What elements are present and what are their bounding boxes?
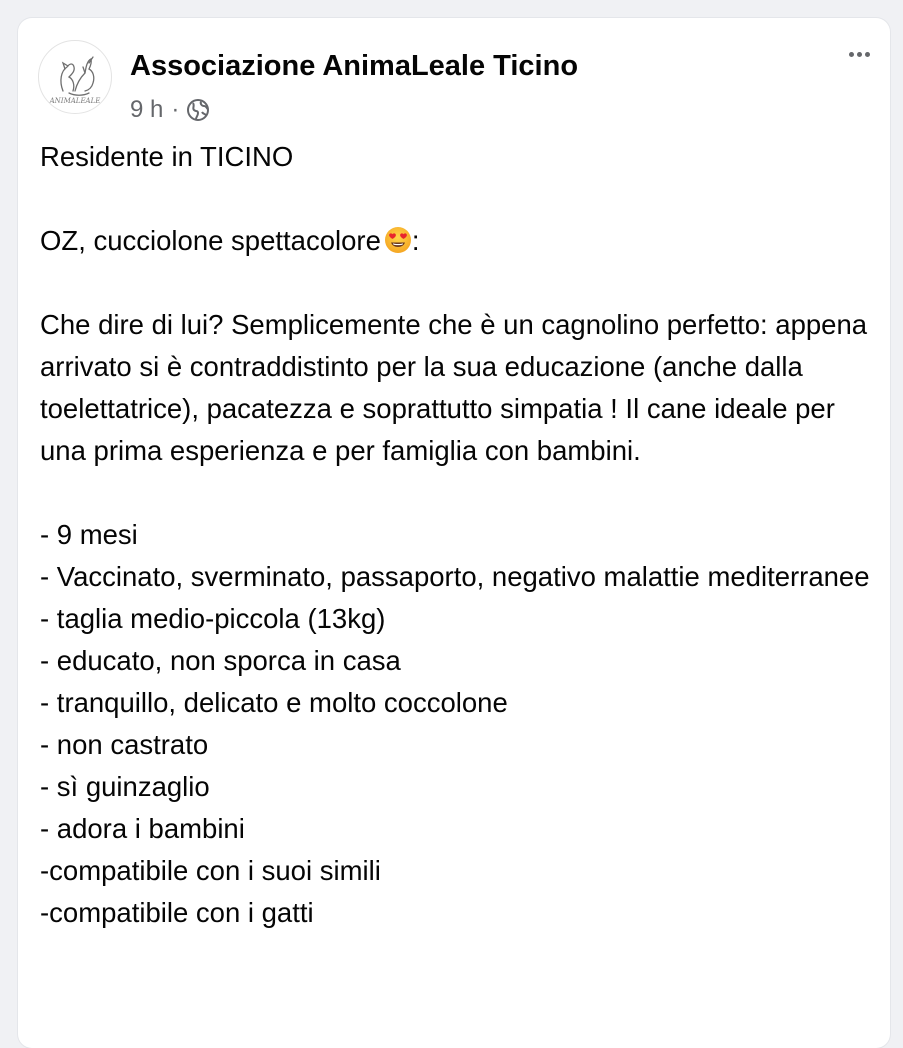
list-item: -compatibile con i gatti bbox=[40, 897, 314, 928]
list-item: - Vaccinato, sverminato, passaporto, negativo malattie mediterranee bbox=[40, 561, 870, 592]
blank-line bbox=[40, 262, 880, 304]
list-item: -compatibile con i suoi simili bbox=[40, 855, 381, 886]
more-dot bbox=[857, 52, 862, 57]
list-item: - taglia medio-piccola (13kg) bbox=[40, 603, 386, 634]
page-avatar[interactable] bbox=[38, 40, 112, 114]
list-item: - tranquillo, delicato e molto coccolone bbox=[40, 687, 508, 718]
post-line-intro bbox=[40, 220, 880, 262]
blank-line bbox=[40, 178, 880, 220]
post-meta bbox=[130, 95, 210, 125]
post-line-location: Residente in TICINO bbox=[40, 141, 294, 172]
list-item: - 9 mesi bbox=[40, 519, 138, 550]
post-paragraph: Che dire di lui? Semplicemente che è un cagnolino perfetto: appena arrivato si è contraddistinto per la sua educazione (anche dalla toelettatrice), pacatezza e soprattutto simpatia ! Il cane ideale per una prima esperienza e per famiglia con bambini. bbox=[40, 309, 868, 466]
list-item: - adora i bambini bbox=[40, 813, 245, 844]
list-item: - non castrato bbox=[40, 729, 209, 760]
blank-line bbox=[40, 472, 880, 514]
more-dot bbox=[849, 52, 854, 57]
page-name-link[interactable]: Associazione AnimaLeale Ticino bbox=[130, 50, 579, 82]
post-timestamp[interactable]: 9 h bbox=[130, 96, 164, 123]
more-options-icon[interactable] bbox=[844, 44, 874, 64]
dog-cat-logo-icon bbox=[39, 41, 111, 113]
post-intro-suffix: : bbox=[411, 225, 420, 256]
post-intro-text: OZ, cucciolone spettacolore bbox=[40, 225, 381, 256]
post-card bbox=[18, 18, 890, 1048]
list-item: - sì guinzaglio bbox=[40, 771, 210, 802]
smiling-face-with-heart-eyes-icon bbox=[384, 226, 412, 254]
avatar-wordmark: ANIMALEALE bbox=[49, 97, 101, 105]
globe-icon[interactable] bbox=[186, 98, 210, 122]
post-text bbox=[40, 136, 880, 934]
meta-separator: · bbox=[171, 96, 180, 123]
more-dot bbox=[865, 52, 870, 57]
list-item: - educato, non sporca in casa bbox=[40, 645, 401, 676]
